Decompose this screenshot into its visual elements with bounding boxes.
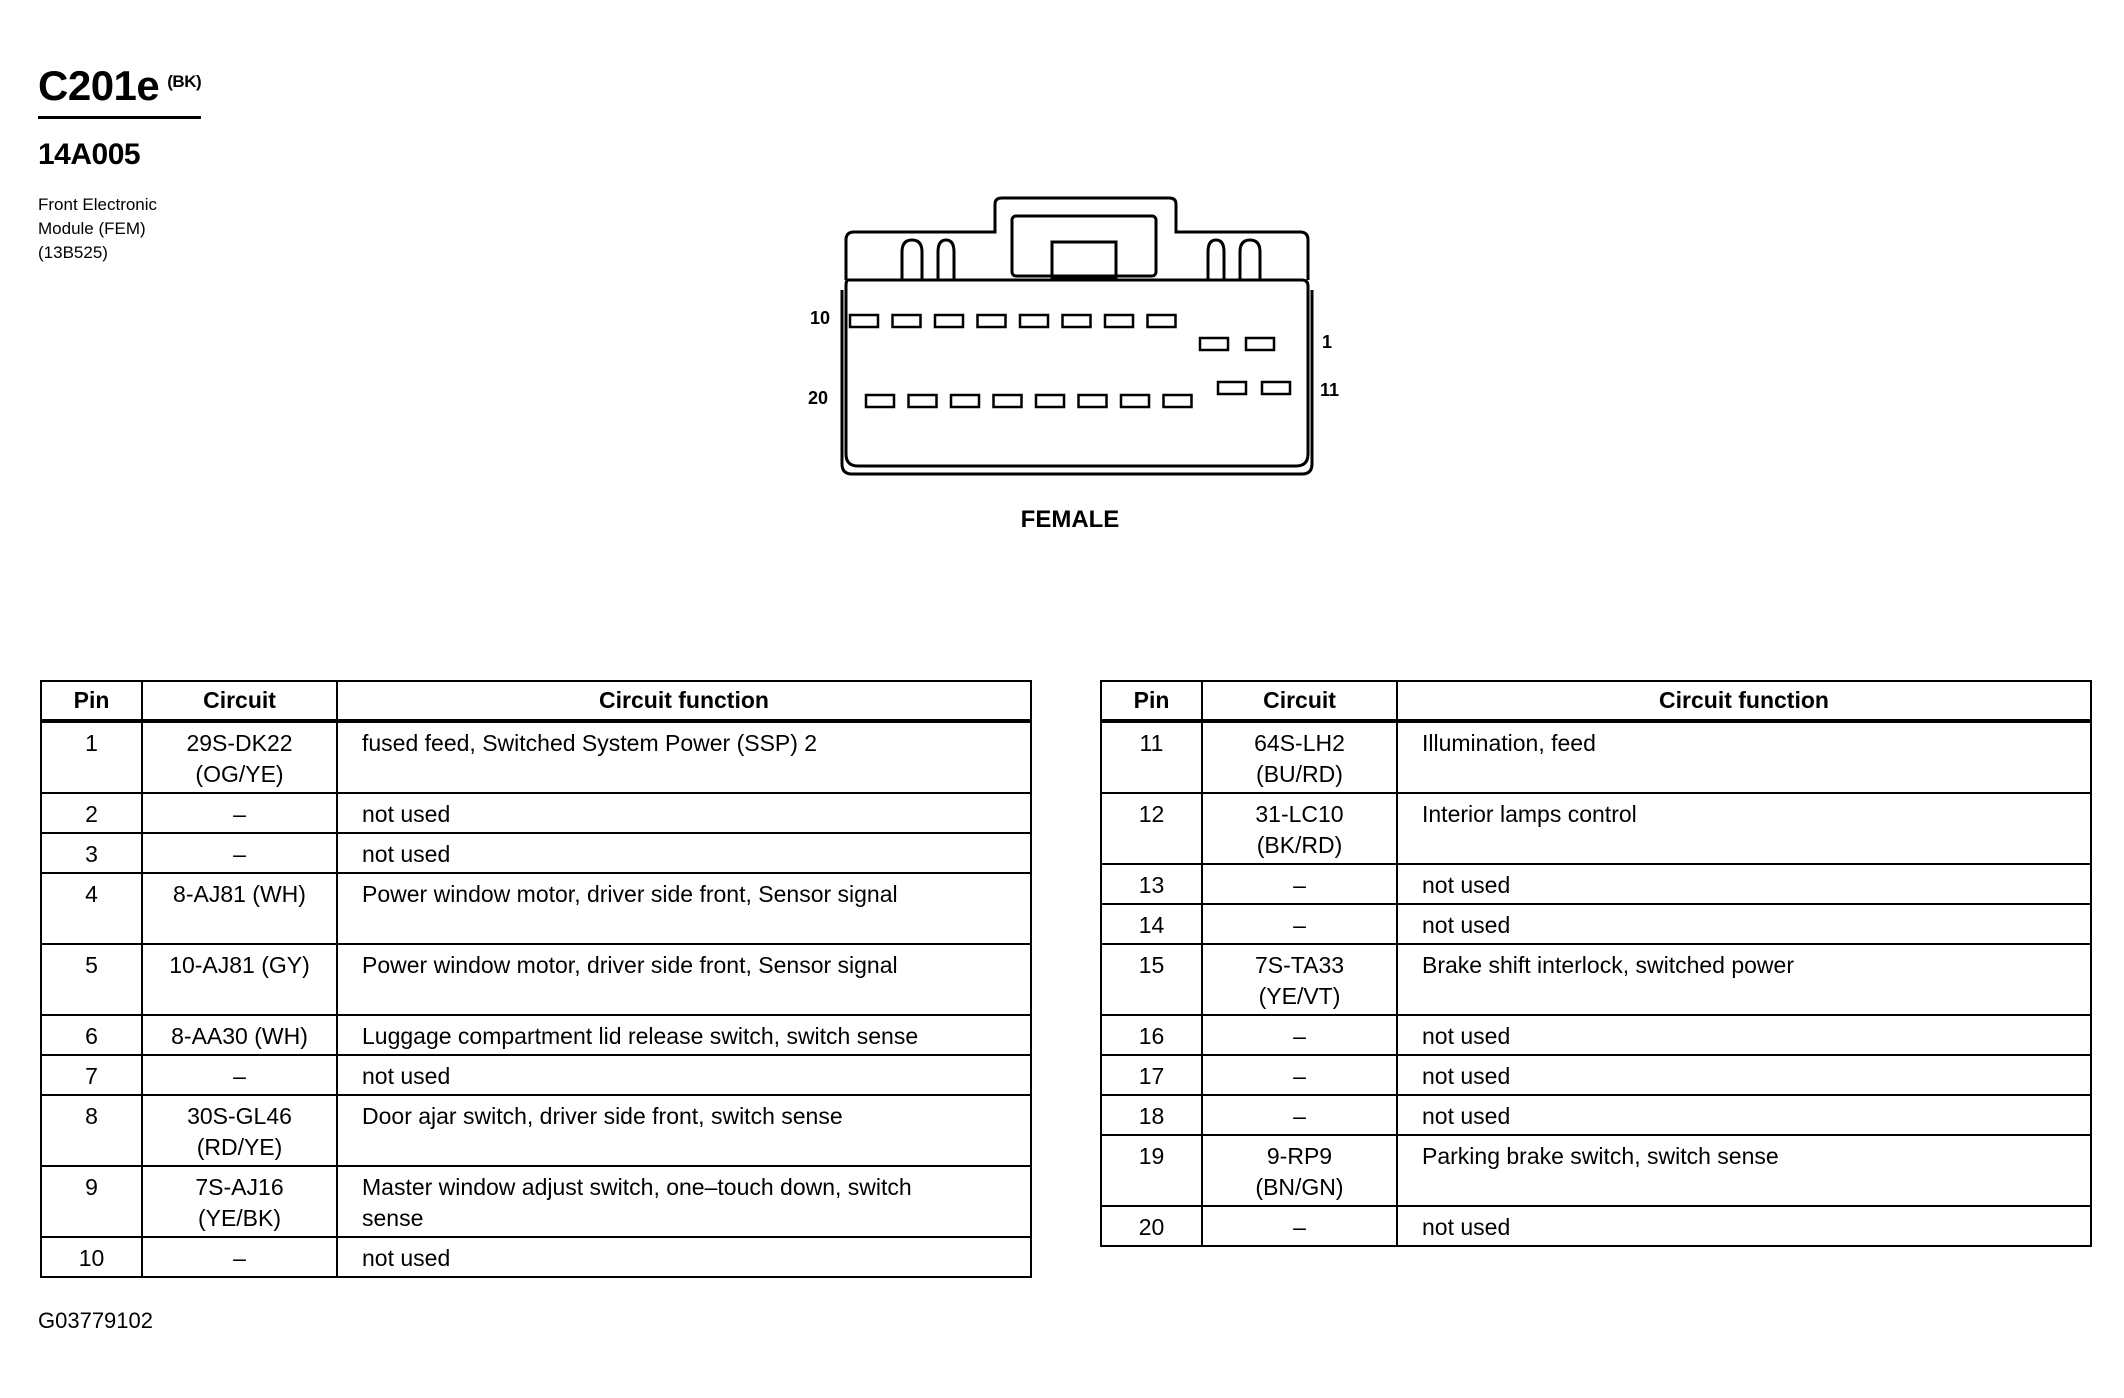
function-cell xyxy=(337,1055,1031,1095)
pin-cavity xyxy=(893,315,921,327)
pin-number: 19 xyxy=(1101,1135,1202,1206)
function-line: Power window motor, driver side front, Sensor signal xyxy=(362,881,898,907)
connector-rib-left xyxy=(902,240,954,280)
pin-label-10: 10 xyxy=(810,308,831,328)
pin-number: 4 xyxy=(41,873,142,944)
circuit-line: 7S-AJ16 xyxy=(195,1174,284,1200)
pin-cavity xyxy=(1020,315,1048,327)
function-cell xyxy=(337,1015,1031,1055)
table-header-row xyxy=(1101,681,2091,721)
table-row xyxy=(1101,1095,2091,1135)
function-cell xyxy=(337,833,1031,873)
circuit-cell xyxy=(1202,1135,1397,1206)
pin-cavity xyxy=(1105,315,1133,327)
pin-cavity xyxy=(1121,395,1149,407)
figure-id: G03779102 xyxy=(38,1308,153,1333)
function-cell xyxy=(1397,944,2091,1015)
circuit-line: – xyxy=(233,841,246,867)
header-circuit: Circuit xyxy=(1202,681,1397,721)
function-line: not used xyxy=(362,801,451,827)
pin-number: 16 xyxy=(1101,1015,1202,1055)
table-row xyxy=(41,833,1031,873)
table-row xyxy=(1101,1135,2091,1206)
circuit-cell xyxy=(1202,1206,1397,1246)
function-cell xyxy=(337,1166,1031,1237)
pin-cavity xyxy=(1218,382,1246,394)
circuit-line: – xyxy=(1293,872,1306,898)
table-row xyxy=(41,1055,1031,1095)
circuit-line: 9-RP9 xyxy=(1266,1143,1333,1169)
circuit-line: (YE/BK) xyxy=(197,1205,282,1231)
circuit-cell xyxy=(1202,793,1397,864)
circuit-line: – xyxy=(1293,1023,1306,1049)
function-line: Interior lamps control xyxy=(1422,801,1637,827)
module-description xyxy=(38,193,258,265)
pin-table-right xyxy=(1100,680,2092,1247)
pin-cavity xyxy=(978,315,1006,327)
circuit-line: (RD/YE) xyxy=(196,1134,283,1160)
circuit-cell xyxy=(1202,721,1397,793)
circuit-line: 30S-GL46 xyxy=(187,1103,292,1129)
circuit-line: (YE/VT) xyxy=(1258,983,1341,1009)
function-line: Master window adjust switch, one–touch down, switch xyxy=(362,1174,912,1200)
circuit-line: 31-LC10 xyxy=(1255,801,1344,827)
pin-number: 15 xyxy=(1101,944,1202,1015)
table-row xyxy=(1101,944,2091,1015)
circuit-cell xyxy=(142,944,337,1015)
circuit-line: 8-AJ81 (WH) xyxy=(173,881,306,907)
pin-number: 14 xyxy=(1101,904,1202,944)
function-cell xyxy=(337,944,1031,1015)
pin-number: 5 xyxy=(41,944,142,1015)
pin-number: 11 xyxy=(1101,721,1202,793)
header-circuit: Circuit xyxy=(142,681,337,721)
table-row xyxy=(1101,904,2091,944)
circuit-line: 29S-DK22 xyxy=(186,730,293,756)
part-number: 14A005 xyxy=(38,138,141,171)
pin-cavities xyxy=(850,315,1290,407)
circuit-line: – xyxy=(233,801,246,827)
function-line: Brake shift interlock, switched power xyxy=(1422,952,1794,978)
connector-body xyxy=(846,280,1308,466)
connector-latch xyxy=(1012,216,1156,276)
pin-cavity xyxy=(1200,338,1228,350)
function-line: not used xyxy=(362,841,451,867)
circuit-cell xyxy=(1202,1015,1397,1055)
module-desc-line: (13B525) xyxy=(38,243,108,262)
function-cell xyxy=(337,873,1031,944)
circuit-cell xyxy=(142,1166,337,1237)
pin-number: 1 xyxy=(41,721,142,793)
function-line: not used xyxy=(362,1063,451,1089)
function-line: not used xyxy=(1422,912,1511,938)
table-row xyxy=(1101,1206,2091,1246)
function-cell xyxy=(1397,1055,2091,1095)
pin-number: 13 xyxy=(1101,864,1202,904)
function-cell xyxy=(337,793,1031,833)
pin-number: 2 xyxy=(41,793,142,833)
pin-cavity xyxy=(866,395,894,407)
function-line: sense xyxy=(362,1205,424,1231)
circuit-cell xyxy=(142,873,337,944)
function-line: not used xyxy=(1422,872,1511,898)
pin-cavity xyxy=(1262,382,1290,394)
module-desc-line: Module (FEM) xyxy=(38,219,146,238)
circuit-line: (BU/RD) xyxy=(1256,761,1343,787)
table-row xyxy=(41,721,1031,793)
pin-number: 9 xyxy=(41,1166,142,1237)
function-line: not used xyxy=(1422,1023,1511,1049)
circuit-cell xyxy=(1202,944,1397,1015)
pin-cavity xyxy=(850,315,878,327)
function-line: Luggage compartment lid release switch, switch sense xyxy=(362,1023,919,1049)
pin-number: 17 xyxy=(1101,1055,1202,1095)
function-cell xyxy=(1397,1095,2091,1135)
pin-number: 8 xyxy=(41,1095,142,1166)
table-row xyxy=(41,1095,1031,1166)
table-row xyxy=(41,1015,1031,1055)
pin-table-left xyxy=(40,680,1032,1278)
function-line: not used xyxy=(1422,1103,1511,1129)
table-row xyxy=(1101,1055,2091,1095)
circuit-line: – xyxy=(233,1245,246,1271)
function-cell xyxy=(337,721,1031,793)
pin-cavity xyxy=(1063,315,1091,327)
circuit-cell xyxy=(1202,864,1397,904)
function-line: not used xyxy=(362,1245,451,1271)
function-cell xyxy=(1397,864,2091,904)
header-pin: Pin xyxy=(41,681,142,721)
connector-latch-tab xyxy=(1052,242,1116,278)
circuit-cell xyxy=(142,833,337,873)
function-cell xyxy=(337,1237,1031,1277)
table-header-row xyxy=(41,681,1031,721)
pin-number: 20 xyxy=(1101,1206,1202,1246)
function-cell xyxy=(1397,721,2091,793)
table-row xyxy=(41,873,1031,944)
circuit-line: – xyxy=(1293,1214,1306,1240)
function-line: Power window motor, driver side front, Sensor signal xyxy=(362,952,898,978)
circuit-line: – xyxy=(1293,1103,1306,1129)
pin-cavity xyxy=(909,395,937,407)
connector-title xyxy=(38,62,201,119)
pin-number: 10 xyxy=(41,1237,142,1277)
connector-gender-label: FEMALE xyxy=(1020,506,1120,533)
circuit-cell xyxy=(142,1095,337,1166)
circuit-cell xyxy=(1202,904,1397,944)
table-row xyxy=(1101,721,2091,793)
table-row xyxy=(41,1237,1031,1277)
function-cell xyxy=(1397,904,2091,944)
module-desc-line: Front Electronic xyxy=(38,195,158,214)
table-row xyxy=(1101,793,2091,864)
pin-cavity xyxy=(1148,315,1176,327)
pin-number: 18 xyxy=(1101,1095,1202,1135)
circuit-line: 8-AA30 (WH) xyxy=(171,1023,308,1049)
pin-cavity xyxy=(1246,338,1274,350)
function-line: Parking brake switch, switch sense xyxy=(1422,1143,1779,1169)
circuit-line: (BK/RD) xyxy=(1256,832,1343,858)
function-line: Illumination, feed xyxy=(1422,730,1596,756)
pin-number: 6 xyxy=(41,1015,142,1055)
circuit-cell xyxy=(1202,1055,1397,1095)
circuit-line: (OG/YE) xyxy=(195,761,284,787)
table-row xyxy=(41,944,1031,1015)
connector-rib-right xyxy=(1208,240,1260,280)
pin-cavity xyxy=(935,315,963,327)
function-cell xyxy=(337,1095,1031,1166)
function-line: fused feed, Switched System Power (SSP) 2 xyxy=(362,730,818,756)
pin-number: 12 xyxy=(1101,793,1202,864)
pin-cavity xyxy=(994,395,1022,407)
circuit-cell xyxy=(142,793,337,833)
header-pin: Pin xyxy=(1101,681,1202,721)
circuit-line: – xyxy=(233,1063,246,1089)
connector-face-diagram xyxy=(780,190,1360,490)
function-cell xyxy=(1397,793,2091,864)
function-line: not used xyxy=(1422,1214,1511,1240)
circuit-line: 10-AJ81 (GY) xyxy=(169,952,310,978)
connector-color: (BK) xyxy=(167,72,202,91)
function-cell xyxy=(1397,1135,2091,1206)
pin-number: 3 xyxy=(41,833,142,873)
header-function: Circuit function xyxy=(1397,681,2091,721)
circuit-line: – xyxy=(1293,1063,1306,1089)
circuit-cell xyxy=(1202,1095,1397,1135)
circuit-cell xyxy=(142,1055,337,1095)
table-row xyxy=(41,1166,1031,1237)
table-row xyxy=(1101,864,2091,904)
connector-id: C201e xyxy=(38,62,160,109)
table-row xyxy=(41,793,1031,833)
pin-label-11: 11 xyxy=(1320,380,1340,400)
circuit-line: (BN/GN) xyxy=(1255,1174,1344,1200)
pin-label-20: 20 xyxy=(808,388,829,408)
circuit-line: 7S-TA33 xyxy=(1254,952,1345,978)
pin-label-1: 1 xyxy=(1322,332,1333,352)
pin-cavity xyxy=(1164,395,1192,407)
header-function: Circuit function xyxy=(337,681,1031,721)
pin-number: 7 xyxy=(41,1055,142,1095)
pin-cavity xyxy=(1079,395,1107,407)
circuit-cell xyxy=(142,1015,337,1055)
pin-cavity xyxy=(951,395,979,407)
function-line: Door ajar switch, driver side front, switch sense xyxy=(362,1103,843,1129)
circuit-cell xyxy=(142,1237,337,1277)
circuit-line: 64S-LH2 xyxy=(1254,730,1345,756)
table-row xyxy=(1101,1015,2091,1055)
pin-cavity xyxy=(1036,395,1064,407)
function-line: not used xyxy=(1422,1063,1511,1089)
function-cell xyxy=(1397,1206,2091,1246)
function-cell xyxy=(1397,1015,2091,1055)
circuit-line: – xyxy=(1293,912,1306,938)
circuit-cell xyxy=(142,721,337,793)
